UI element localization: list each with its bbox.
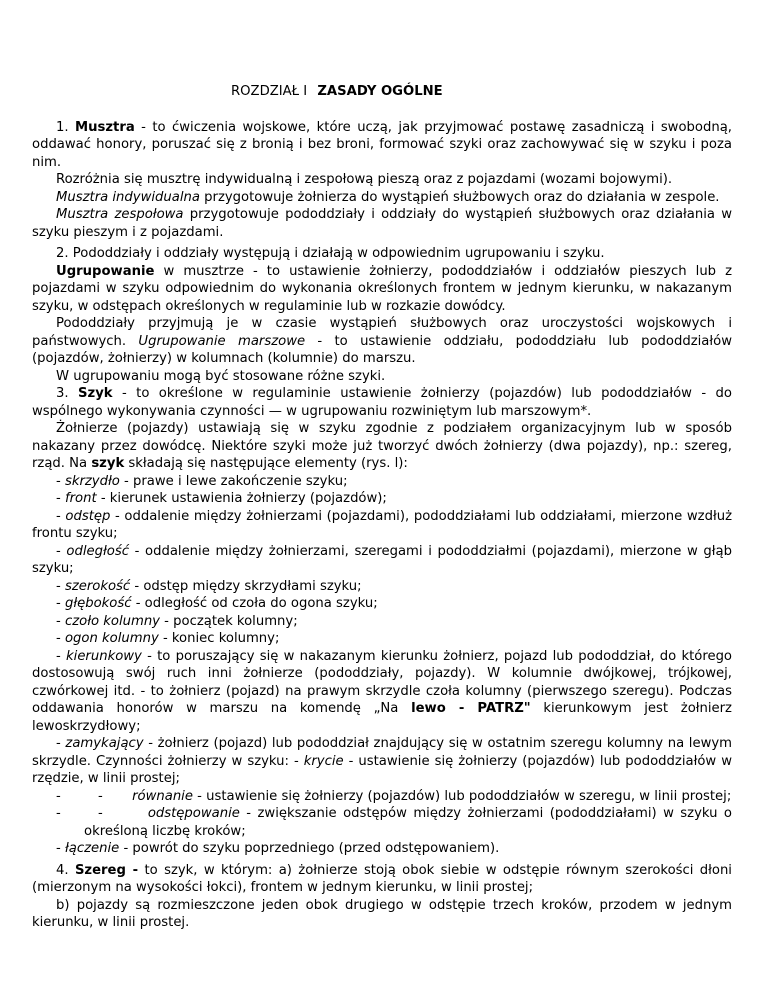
paragraph-text: b) pojazdy są rozmieszczone jeden obok drugiego w odstępie trzech kroków, przodem w jednym kierunku, w linii prostej.: [32, 897, 732, 930]
list-item: - skrzydło - prawe i lewe zakończenie szyku;: [56, 473, 348, 489]
paragraph-2: [32, 245, 732, 263]
paragraph-text: przygotowuje żołnierza do wystąpień służbowych oraz do działania w zespole.: [199, 189, 720, 205]
paragraph-2d: [32, 368, 732, 386]
paragraph-1d: [32, 206, 732, 241]
sub-list-item-rownanie: - - równanie - ustawienie się żołnierzy (pojazdów) lub pododdziałów w szeregu, w linii prostej;: [56, 788, 732, 804]
paragraph-3: [32, 385, 732, 420]
term-ugrupowanie: Ugrupowanie: [56, 263, 155, 279]
list-item: - front - kierunek ustawienia żołnierzy (pojazdów);: [56, 491, 387, 506]
command-lewo-patrz: lewo - PATRZ": [411, 701, 531, 716]
list-term: ogon kolumny: [64, 631, 159, 646]
list-item-kierunkowy: - kierunkowy - to poruszający się w nakazanym kierunku żołnierz, pojazd lub pododdział, do którego dostosowują swój ruch inni żołnierze (pododdziały, pojazdy). W kolumnie dwójkowej, trójkowej, czwórkowej itd. - to żołnierz (pojazd) na prawym skrzydle czoła kolumny (pierwszego szeregu). Podczas oddawania honorów w marszu na komendę „Na lewo - PATRZ" kierunkowym jest żołnierz lewoskrzydłowy;: [32, 648, 733, 734]
paragraph-number: 4.: [56, 862, 69, 878]
paragraph-text: Pododdziały i oddziały występują i działają w odpowiednim ugrupowaniu i szyku.: [72, 246, 605, 261]
list-term: równanie: [132, 788, 193, 804]
list-term: głębokość: [64, 596, 132, 611]
term-ugrupowanie-marszowe: Ugrupowanie marszowe: [138, 333, 306, 349]
list-term: front: [64, 491, 97, 506]
paragraph-3b: [32, 420, 732, 473]
paragraph-text: przygotowuje pododdziały i oddziały do wystąpień służbowych oraz działania w szyku pieszym i z pojazdami.: [32, 207, 732, 240]
list-item: - odległość - oddalenie między żołnierzami, szeregami i pododdziałmi (pojazdami), mierzone w głąb szyku;: [32, 543, 733, 576]
paragraph-text: Żołnierze (pojazdy) ustawiają się w szyku zgodnie z podziałem organizacyjnym lub w sposób nakazany przez dowódcę. Niektóre szyki może już tworzyć dwóch żołnierzy (dwa pojazdy), np.: szereg, rząd. Na: [32, 421, 732, 471]
chapter-heading: [231, 83, 732, 101]
list-item: - czoło kolumny - początek kolumny;: [56, 613, 298, 629]
paragraph-2b: [32, 263, 732, 316]
list-term: skrzydło: [64, 473, 120, 489]
term-szereg: Szereg -: [74, 862, 139, 878]
term-musztra-indywidualna: Musztra indywidualna: [56, 189, 200, 205]
list-term: czoło kolumny: [64, 613, 160, 629]
paragraph-2c: [32, 315, 732, 368]
list-term: odstęp: [65, 508, 111, 524]
list-term: odstępowanie: [147, 806, 240, 821]
paragraph-number: 2.: [56, 246, 69, 261]
paragraph-text: Pododdziały przyjmują je w czasie wystąpień służbowych oraz uroczystości wojskowych i państwowych.: [32, 316, 732, 349]
list-term: kierunkowy: [66, 648, 142, 664]
sub-list-item-odstepowanie: - - odstępowanie - zwiększanie odstępów między żołnierzami (pododdziałami) w szyku o określoną liczbę kroków;: [56, 806, 732, 839]
list-term: łączenie: [64, 841, 120, 856]
paragraph-1c: [32, 189, 732, 207]
list-item: - szerokość - odstęp między skrzydłami szyku;: [56, 578, 362, 594]
list-item: - głębokość - odległość od czoła do ogona szyku;: [56, 596, 378, 611]
paragraph-text: w musztrze - to ustawienie żołnierzy, pododdziałów i oddziałów pieszych lub z pojazdami w szyku odpowiednim do wykonania określonych frontem w jednym kierunku, w nakazanym szyku, w odstępach określonych w regulaminie lub w rozkazie dowódcy.: [32, 263, 732, 314]
paragraph-text: to szyk, w którym: a) żołnierze stoją obok siebie w odstępie równym szerokości dłoni (mierzonym na wysokości łokci), frontem w jednym kierunku, w linii prostej;: [32, 862, 732, 895]
paragraph-text: - to ćwiczenia wojskowe, które uczą, jak przyjmować postawę zasadniczą i swobodną, oddawać honory, poruszać się z bronią i bez broni, formować szyki oraz zachowywać się w szyku i poza nim.: [32, 119, 732, 170]
list-term: szerokość: [64, 578, 131, 594]
paragraph-1: [32, 119, 732, 172]
paragraph-text: - to ustawienie oddziału, pododdziału lub pododdziałów (pojazdów, żołnierzy) w kolumnach (kolumnie) do marszu.: [32, 333, 732, 366]
list-item-laczenie: - łączenie - powrót do szyku poprzedniego (przed odstępowaniem).: [56, 841, 500, 856]
paragraph-number: 3.: [56, 386, 69, 401]
list-item-zamykajacy: - zamykający - żołnierz (pojazd) lub pododdział znajdujący się w ostatnim szeregu kolumny na lewym skrzydle. Czynności żołnierzy w szyku: - krycie - ustawienie się żołnierzy (pojazdów) lub pododdziałów w rzędzie, w linii prostej;: [32, 736, 733, 786]
list-item: - odstęp - oddalenie między żołnierzami (pojazdami), pododdziałami lub oddziałami, mierzone wzdłuż frontu szyku;: [32, 508, 732, 541]
chapter-title: ZASADY OGÓLNE: [317, 84, 443, 99]
chapter-number: ROZDZIAŁ I: [231, 84, 308, 99]
paragraph-text: składają się następujące elementy (rys. l):: [124, 456, 408, 471]
paragraph-number: 1.: [56, 119, 69, 135]
term-szyk: Szyk: [78, 386, 113, 401]
paragraph-1b: [32, 171, 732, 189]
term-szyk-inline: szyk: [91, 456, 125, 471]
paragraph-4b: [32, 897, 732, 932]
paragraph-text: - to określone w regulaminie ustawienie żołnierzy (pojazdów) lub pododdziałów - do wspólnego wykonywania czynności — w ugrupowaniu rozwiniętym lub marszowym*.: [32, 386, 732, 419]
paragraph-text: Rozróżnia się musztrę indywidualną i zespołową pieszą oraz z pojazdami (wozami bojowymi).: [56, 172, 673, 187]
list-term-krycie: krycie: [303, 753, 344, 769]
list-item: - ogon kolumny - koniec kolumny;: [56, 631, 280, 646]
list-term: odległość: [66, 543, 129, 559]
term-musztra: Musztra: [75, 119, 135, 135]
paragraph-4: [32, 862, 732, 897]
term-musztra-zespolowa: Musztra zespołowa: [56, 207, 184, 222]
list-term: zamykający: [65, 736, 144, 751]
paragraph-text: W ugrupowaniu mogą być stosowane różne szyki.: [56, 368, 386, 384]
